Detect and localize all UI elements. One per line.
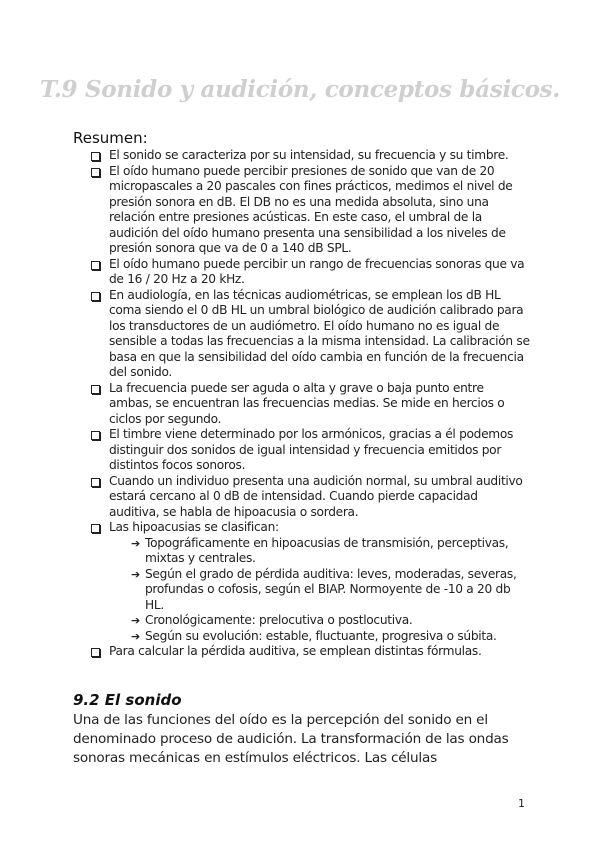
list-item (90, 644, 530, 660)
list-item-text: Para calcular la pérdida auditiva, se emplean distintas fórmulas. (109, 644, 482, 658)
list-item (90, 381, 530, 428)
list-item (90, 148, 530, 164)
sub-list-item (131, 567, 530, 614)
list-item (90, 288, 530, 381)
sub-list-item (131, 629, 530, 645)
list-item (90, 164, 530, 257)
list-item-text: El oído humano puede percibir presiones de sonido que van de 20 micropascales a 20 pascales con fines prácticos, medimos el nivel de presión sonora en dB. El DB no es una medida absoluta, sino una relación entre presiones acústicas. En este caso, el umbral de la audición del oído humano presenta una sensibilidad a los niveles de presión sonora que va de 0 a 140 dB SPL. (109, 163, 513, 255)
checkbox-bullet-icon (91, 168, 100, 177)
checkbox-bullet-icon (91, 152, 100, 161)
sub-list-item (131, 536, 530, 567)
list-item-text: Cuando un individuo presenta una audición normal, su umbral auditivo estará cercano al 0 dB de intensidad. Cuando pierde capacidad auditiva, se habla de hipoacusia o sordera. (109, 473, 523, 519)
checkbox-bullet-icon (91, 431, 100, 440)
list-item (90, 520, 530, 644)
arrow-right-icon: ➔ (131, 567, 140, 581)
list-item-text: En audiología, en las técnicas audiométricas, se emplean los dB HL coma siendo el 0 dB HL un umbral biológico de audición calibrado para los transductores de un audiómetro. El oído humano no es igual de sensible a todas las frecuencias a la misma intensidad. La calibración se basa en que la sensibilidad del oído cambia en función de la frecuencia del sonido. (109, 287, 530, 379)
list-item-text: El oído humano puede percibir un rango de frecuencias sonoras que va de 16 / 20 Hz a 20 kHz. (109, 256, 525, 286)
sub-list-item (131, 613, 530, 629)
summary-list (90, 148, 530, 660)
list-item (90, 427, 530, 474)
hipoacusias-sublist (109, 536, 530, 645)
summary-heading: Resumen: (73, 129, 148, 147)
list-item-text: La frecuencia puede ser aguda o alta y grave o baja punto entre ambas, se encuentran las frecuencias medias. Se mide en hercios o ciclos por segundo. (109, 380, 505, 426)
page-number: 1 (518, 797, 525, 810)
page-title: T.9 Sonido y audición, conceptos básicos. (39, 76, 561, 103)
arrow-right-icon: ➔ (131, 629, 140, 643)
checkbox-bullet-icon (91, 648, 100, 657)
sub-list-item-text: Según el grado de pérdida auditiva: leves, moderadas, severas, profundas o cofosis, según el BIAP. Normoyente de -10 a 20 db HL. (145, 566, 517, 612)
list-item-text: El timbre viene determinado por los armónicos, gracias a él podemos distinguir dos sonidos de igual intensidad y frecuencia emitidos por distintos focos sonoros. (109, 427, 514, 472)
section-heading: 9.2 El sonido (73, 691, 182, 709)
list-item (90, 474, 530, 521)
list-item-text: Las hipoacusias se clasifican: (109, 520, 279, 534)
list-item-text: El sonido se caracteriza por su intensidad, su frecuencia y su timbre. (109, 148, 509, 162)
checkbox-bullet-icon (91, 385, 100, 394)
sub-list-item-text: Según su evolución: estable, fluctuante, progresiva o súbita. (145, 628, 497, 643)
section-body: Una de las funciones del oído es la percepción del sonido en el denominado proceso de audición. La transformación de las ondas sonoras mecánicas en estímulos eléctricos. Las células (73, 712, 509, 766)
list-item (90, 257, 530, 288)
arrow-right-icon: ➔ (131, 614, 140, 627)
sub-list-item-text: Topográficamente en hipoacusias de transmisión, perceptivas, mixtas y centrales. (145, 535, 509, 565)
checkbox-bullet-icon (91, 292, 100, 301)
checkbox-bullet-icon (91, 478, 100, 487)
arrow-right-icon: ➔ (131, 536, 140, 550)
checkbox-bullet-icon (91, 261, 100, 270)
sub-list-item-text: Cronológicamente: prelocutiva o postlocutiva. (145, 613, 413, 627)
checkbox-bullet-icon (91, 524, 100, 533)
